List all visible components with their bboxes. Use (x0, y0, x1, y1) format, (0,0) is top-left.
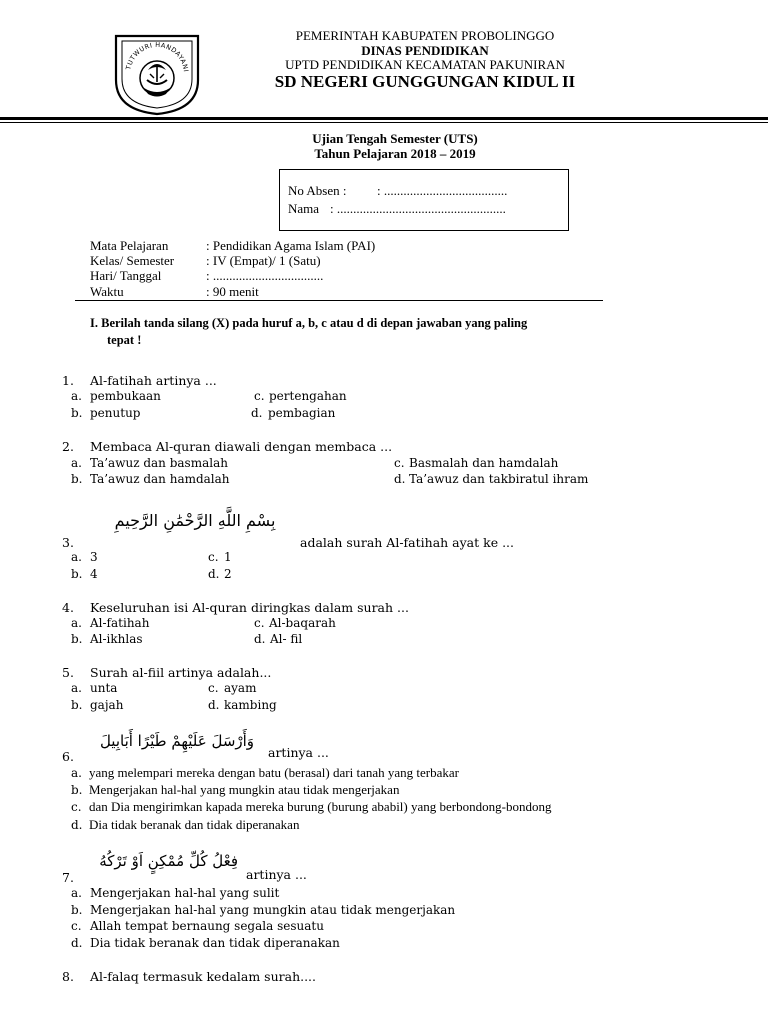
q5-option-d[interactable]: kambing (224, 698, 277, 712)
q3-option-d[interactable]: 2 (224, 567, 232, 581)
header-rule-thin (0, 122, 768, 123)
info-divider (75, 300, 603, 301)
q2-option-c-letter[interactable]: c. (394, 456, 405, 470)
q6-option-d-letter[interactable]: d. (71, 818, 83, 832)
q5-option-b[interactable]: gajah (90, 698, 124, 712)
q7-text: artinya ... (246, 867, 307, 882)
q5-option-b-letter[interactable]: b. (71, 698, 83, 712)
q5-option-c-letter[interactable]: c. (208, 681, 219, 695)
q6-option-d[interactable]: Dia tidak beranak dan tidak diperanakan (89, 817, 300, 832)
q7-arabic-phrase: فِعْلُ كُلِّ مُمْكِنٍ اَوْ تَرْكُهُ (99, 852, 238, 870)
q6-option-c-letter[interactable]: c. (71, 800, 82, 814)
q1-option-b-letter[interactable]: b. (71, 406, 83, 420)
q5-option-a-letter[interactable]: a. (71, 681, 82, 695)
q7-option-b[interactable]: Mengerjakan hal-hal yang mungkin atau tidak mengerjakan (90, 903, 456, 917)
q6-option-b[interactable]: Mengerjakan hal-hal yang mungkin atau tidak mengerjakan (89, 782, 400, 797)
q4-number: 4. (62, 600, 74, 615)
q3-option-c-letter[interactable]: c. (208, 550, 219, 564)
info-value-class: : IV (Empat)/ 1 (Satu) (206, 253, 321, 268)
info-value-time: : 90 menit (206, 284, 259, 299)
q4-option-a-letter[interactable]: a. (71, 616, 82, 630)
q3-number: 3. (62, 535, 74, 550)
q4-option-a[interactable]: Al-fatihah (90, 616, 150, 630)
q1-option-d-letter[interactable]: d. (251, 406, 263, 420)
header-school-name: SD NEGERI GUNGGUNGAN KIDUL II (274, 72, 576, 91)
q4-option-b-letter[interactable]: b. (71, 632, 83, 646)
nama-label: Nama (288, 201, 320, 216)
info-label-date: Hari/ Tanggal (90, 268, 162, 283)
q3-option-b[interactable]: 4 (90, 567, 98, 581)
q2-option-b[interactable]: Ta’awuz dan hamdalah (90, 472, 230, 486)
q4-option-c-letter[interactable]: c. (254, 616, 265, 630)
info-value-date[interactable]: : .................................. (206, 268, 324, 283)
q2-option-b-letter[interactable]: b. (71, 472, 83, 486)
info-label-subject: Mata Pelajaran (90, 238, 169, 253)
q5-option-a[interactable]: unta (90, 681, 118, 695)
q1-option-b[interactable]: penutup (90, 406, 141, 420)
q7-option-a[interactable]: Mengerjakan hal-hal yang sulit (90, 886, 280, 900)
q7-option-c-letter[interactable]: c. (71, 919, 82, 933)
q1-option-a[interactable]: pembukaan (90, 389, 161, 403)
info-label-class: Kelas/ Semester (90, 253, 175, 268)
q1-option-c-letter[interactable]: c. (254, 389, 265, 403)
q1-text: Al-fatihah artinya ... (90, 373, 217, 388)
q8-number: 8. (62, 969, 74, 984)
q7-option-d-letter[interactable]: d. (71, 936, 83, 950)
q6-text: artinya ... (268, 745, 329, 760)
q3-option-a[interactable]: 3 (90, 550, 98, 564)
q7-option-a-letter[interactable]: a. (71, 886, 82, 900)
q6-option-b-letter[interactable]: b. (71, 783, 83, 797)
q6-arabic-verse: وَأَرْسَلَ عَلَيْهِمْ طَيْرًا أَبَابِيلَ (99, 732, 255, 750)
q1-option-a-letter[interactable]: a. (71, 389, 82, 403)
exam-year: Tahun Pelajaran 2018 – 2019 (314, 146, 476, 161)
q3-option-a-letter[interactable]: a. (71, 550, 82, 564)
q3-arabic-basmalah: بِسْمِ اللَّهِ الرَّحْمَٰنِ الرَّحِيمِ (114, 511, 276, 530)
q6-option-a-letter[interactable]: a. (71, 766, 82, 780)
instruction-line-2: tepat ! (107, 333, 142, 347)
instruction-line-1: I. Berilah tanda silang (X) pada huruf a, b, c atau d di depan jawaban yang paling (90, 316, 528, 330)
header-government: PEMERINTAH KABUPATEN PROBOLINGGO (295, 28, 555, 43)
q5-text: Surah al-fiil artinya adalah... (90, 665, 272, 680)
q3-option-d-letter[interactable]: d. (208, 567, 220, 581)
q4-option-c[interactable]: Al-baqarah (269, 616, 336, 630)
q4-text: Keseluruhan isi Al-quran diringkas dalam surah ... (90, 600, 409, 615)
q1-number: 1. (62, 373, 74, 388)
q2-option-d[interactable]: Ta’awuz dan takbiratul ihram (409, 472, 589, 486)
q2-option-a-letter[interactable]: a. (71, 456, 82, 470)
svg-text:TUTWURI HANDAYANI: TUTWURI HANDAYANI (124, 40, 190, 73)
q3-option-b-letter[interactable]: b. (71, 567, 83, 581)
nama-field[interactable]: : .................................................... (330, 201, 506, 216)
q1-option-d[interactable]: pembagian (268, 406, 336, 420)
student-id-box (279, 169, 569, 231)
q3-text: adalah surah Al-fatihah ayat ke ... (300, 535, 515, 550)
q7-option-b-letter[interactable]: b. (71, 903, 83, 917)
header-uptd: UPTD PENDIDIKAN KECAMATAN PAKUNIRAN (285, 57, 565, 72)
q2-option-a[interactable]: Ta’awuz dan basmalah (90, 456, 228, 470)
q2-text: Membaca Al-quran diawali dengan membaca ... (90, 439, 393, 454)
q7-number: 7. (62, 870, 74, 885)
q2-option-d-letter[interactable]: d. (394, 472, 406, 486)
info-value-subject: : Pendidikan Agama Islam (PAI) (206, 238, 376, 253)
q6-option-a[interactable]: yang melempari mereka dengan batu (berasal) dari tanah yang terbakar (89, 765, 459, 780)
q4-option-d-letter[interactable]: d. (254, 632, 266, 646)
q5-option-c[interactable]: ayam (224, 681, 257, 695)
q1-option-c[interactable]: pertengahan (269, 389, 347, 403)
q8-text: Al-falaq termasuk kedalam surah.... (90, 969, 317, 984)
header-department: DINAS PENDIDIKAN (361, 43, 489, 58)
exam-title: Ujian Tengah Semester (UTS) (312, 131, 478, 146)
q4-option-b[interactable]: Al-ikhlas (90, 632, 143, 646)
q7-option-d[interactable]: Dia tidak beranak dan tidak diperanakan (90, 936, 340, 950)
q2-number: 2. (62, 439, 74, 454)
header-rule-thick (0, 117, 768, 120)
q6-option-c[interactable]: dan Dia mengirimkan kapada mereka burung (burung ababil) yang berbondong-bondong (89, 799, 552, 814)
absen-label: No Absen : (288, 183, 347, 198)
tutwuri-handayani-logo (108, 30, 206, 116)
info-label-time: Waktu (90, 284, 124, 299)
q4-option-d[interactable]: Al- fil (270, 632, 303, 646)
q5-number: 5. (62, 665, 74, 680)
q3-option-c[interactable]: 1 (224, 550, 232, 564)
q5-option-d-letter[interactable]: d. (208, 698, 220, 712)
q7-option-c[interactable]: Allah tempat bernaung segala sesuatu (90, 919, 324, 933)
absen-field[interactable]: : ...................................... (377, 183, 508, 198)
q2-option-c[interactable]: Basmalah dan hamdalah (409, 456, 559, 470)
q6-number: 6. (62, 749, 74, 764)
